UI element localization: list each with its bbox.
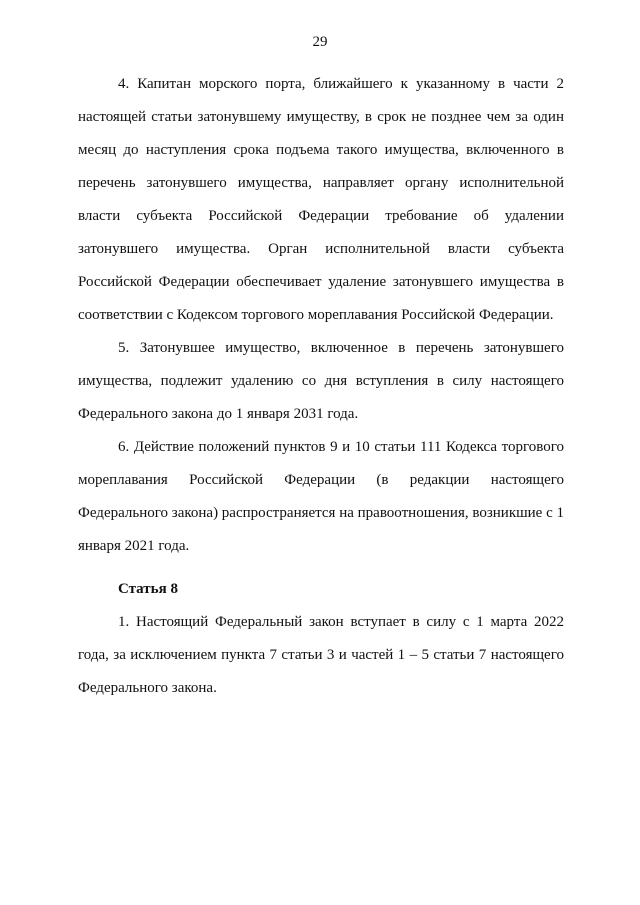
article-heading: Статья 8 [118,581,178,597]
article-8-paragraph-1: 1. Настоящий Федеральный закон вступает в силу с 1 марта 2022 года, за исключением пункта 7 статьи 3 и частей 1 – 5 статьи 7 настоящего Федерального закона. [78,614,564,696]
page-number: 29 [312,34,328,50]
paragraph-4: 4. Капитан морского порта, ближайшего к указанному в части 2 настоящей статьи затонувшему имуществу, в срок не позднее чем за один месяц до наступления срока подъема такого имущества, включенного в перечень затонувшего имущества, направляет органу исполнительной власти субъекта Российской Федерации требование об удалении затонувшего имущества. Орган исполнительной власти субъекта Российской Федерации обеспечивает удаление затонувшего имущества в соответствии с Кодексом торгового мореплавания Российской Федерации. [78,76,564,323]
document-body [78,68,564,705]
paragraph-6: 6. Действие положений пунктов 9 и 10 статьи 111 Кодекса торгового мореплавания Российской Федерации (в редакции настоящего Федерального закона) распространяется на правоотношения, возникшие с 1 января 2021 года. [78,439,564,554]
paragraph-5: 5. Затонувшее имущество, включенное в перечень затонувшего имущества, подлежит удалению со дня вступления в силу настоящего Федерального закона до 1 января 2031 года. [78,340,564,422]
